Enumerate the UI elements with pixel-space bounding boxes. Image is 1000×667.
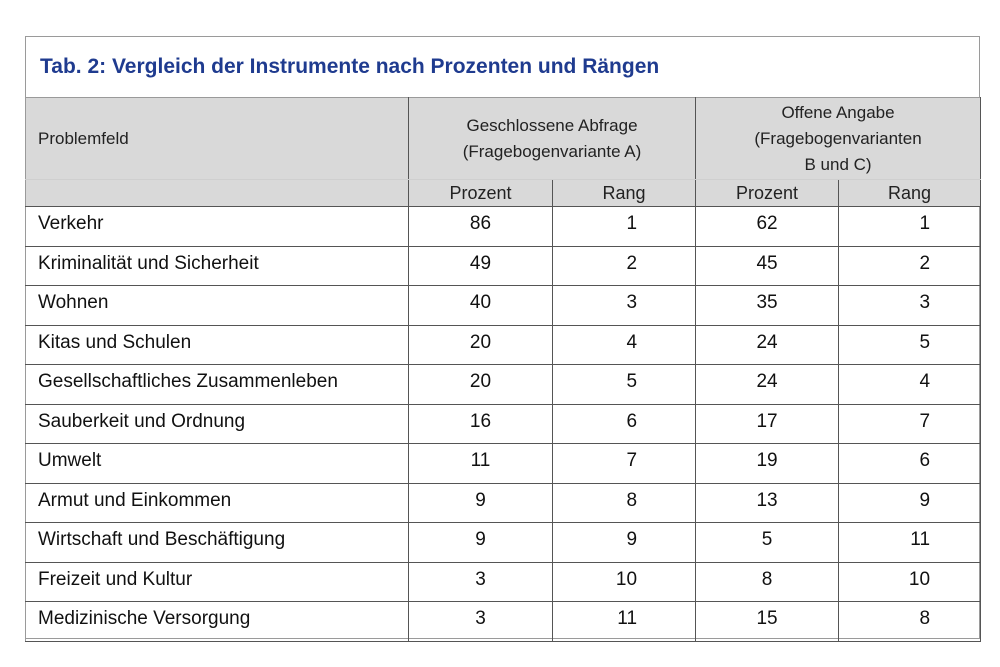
- open-percent-cell: 5: [696, 523, 839, 563]
- open-rank-cell: 8: [839, 602, 981, 642]
- problem-field-cell: Verkehr: [26, 207, 409, 247]
- table-row: [26, 523, 981, 563]
- open-rank-cell: 5: [839, 325, 981, 365]
- closed-rank-cell: 10: [553, 562, 696, 602]
- open-rank-cell: 11: [839, 523, 981, 563]
- open-rank-cell: 7: [839, 404, 981, 444]
- open-rank-cell: 4: [839, 365, 981, 405]
- table-frame: [25, 36, 980, 639]
- problem-field-cell: Wohnen: [26, 286, 409, 326]
- open-percent-cell: 15: [696, 602, 839, 642]
- problem-field-cell: Wirtschaft und Beschäftigung: [26, 523, 409, 563]
- closed-percent-cell: 40: [409, 286, 553, 326]
- header-group-b-line3: B und C): [804, 154, 872, 174]
- header-problem-field: [26, 98, 409, 180]
- problem-field-cell: Kriminalität und Sicherheit: [26, 246, 409, 286]
- header-row-subcolumns: [26, 180, 981, 207]
- problem-field-cell: Kitas und Schulen: [26, 325, 409, 365]
- header-blank-cell: [26, 180, 409, 207]
- title-bar: [26, 37, 979, 97]
- problem-field-cell: Freizeit und Kultur: [26, 562, 409, 602]
- closed-rank-cell: 2: [553, 246, 696, 286]
- table-row: [26, 444, 981, 484]
- open-rank-cell: 9: [839, 483, 981, 523]
- closed-rank-cell: 4: [553, 325, 696, 365]
- closed-percent-cell: 16: [409, 404, 553, 444]
- table-body: [26, 207, 981, 642]
- open-percent-cell: 19: [696, 444, 839, 484]
- table-row: [26, 325, 981, 365]
- table-row: [26, 404, 981, 444]
- problem-field-cell: Sauberkeit und Ordnung: [26, 404, 409, 444]
- closed-percent-cell: 9: [409, 483, 553, 523]
- header-group-a-line1: Geschlossene Abfrage: [466, 115, 638, 135]
- closed-rank-cell: 5: [553, 365, 696, 405]
- open-rank-cell: 6: [839, 444, 981, 484]
- closed-rank-cell: 3: [553, 286, 696, 326]
- header-group-b-line1: Offene Angabe: [781, 102, 895, 122]
- header-b-percent: Prozent: [696, 180, 839, 207]
- table-title: Tab. 2: Vergleich der Instrumente nach Prozenten und Rängen: [40, 55, 660, 78]
- closed-percent-cell: 3: [409, 562, 553, 602]
- table-row: [26, 483, 981, 523]
- header-b-rank: Rang: [839, 180, 981, 207]
- header-group-open: [696, 98, 981, 180]
- header-a-rank: Rang: [553, 180, 696, 207]
- open-percent-cell: 17: [696, 404, 839, 444]
- closed-rank-cell: 11: [553, 602, 696, 642]
- closed-rank-cell: 9: [553, 523, 696, 563]
- closed-percent-cell: 9: [409, 523, 553, 563]
- open-rank-cell: 3: [839, 286, 981, 326]
- problem-field-cell: Umwelt: [26, 444, 409, 484]
- open-percent-cell: 24: [696, 325, 839, 365]
- header-group-closed: [409, 98, 696, 180]
- open-percent-cell: 45: [696, 246, 839, 286]
- closed-rank-cell: 1: [553, 207, 696, 247]
- problem-field-cell: Gesellschaftliches Zusammenleben: [26, 365, 409, 405]
- header-row-groups: [26, 98, 981, 180]
- open-percent-cell: 62: [696, 207, 839, 247]
- closed-rank-cell: 8: [553, 483, 696, 523]
- table-row: [26, 246, 981, 286]
- closed-rank-cell: 6: [553, 404, 696, 444]
- open-percent-cell: 35: [696, 286, 839, 326]
- open-percent-cell: 13: [696, 483, 839, 523]
- header-problem-label: Problemfeld: [38, 128, 129, 148]
- table-row: [26, 562, 981, 602]
- closed-percent-cell: 20: [409, 365, 553, 405]
- open-rank-cell: 10: [839, 562, 981, 602]
- table-row: [26, 207, 981, 247]
- closed-percent-cell: 86: [409, 207, 553, 247]
- open-percent-cell: 24: [696, 365, 839, 405]
- closed-percent-cell: 11: [409, 444, 553, 484]
- problem-field-cell: Medizinische Versorgung: [26, 602, 409, 642]
- problem-field-cell: Armut und Einkommen: [26, 483, 409, 523]
- closed-rank-cell: 7: [553, 444, 696, 484]
- table-row: [26, 365, 981, 405]
- table-row: [26, 286, 981, 326]
- open-rank-cell: 2: [839, 246, 981, 286]
- comparison-table: [25, 97, 981, 642]
- table-row: [26, 602, 981, 642]
- closed-percent-cell: 49: [409, 246, 553, 286]
- closed-percent-cell: 3: [409, 602, 553, 642]
- header-a-percent: Prozent: [409, 180, 553, 207]
- closed-percent-cell: 20: [409, 325, 553, 365]
- open-percent-cell: 8: [696, 562, 839, 602]
- open-rank-cell: 1: [839, 207, 981, 247]
- header-group-a-line2: (Fragebogenvariante A): [462, 141, 642, 161]
- header-group-b-line2: (Fragebogenvarianten: [754, 128, 922, 148]
